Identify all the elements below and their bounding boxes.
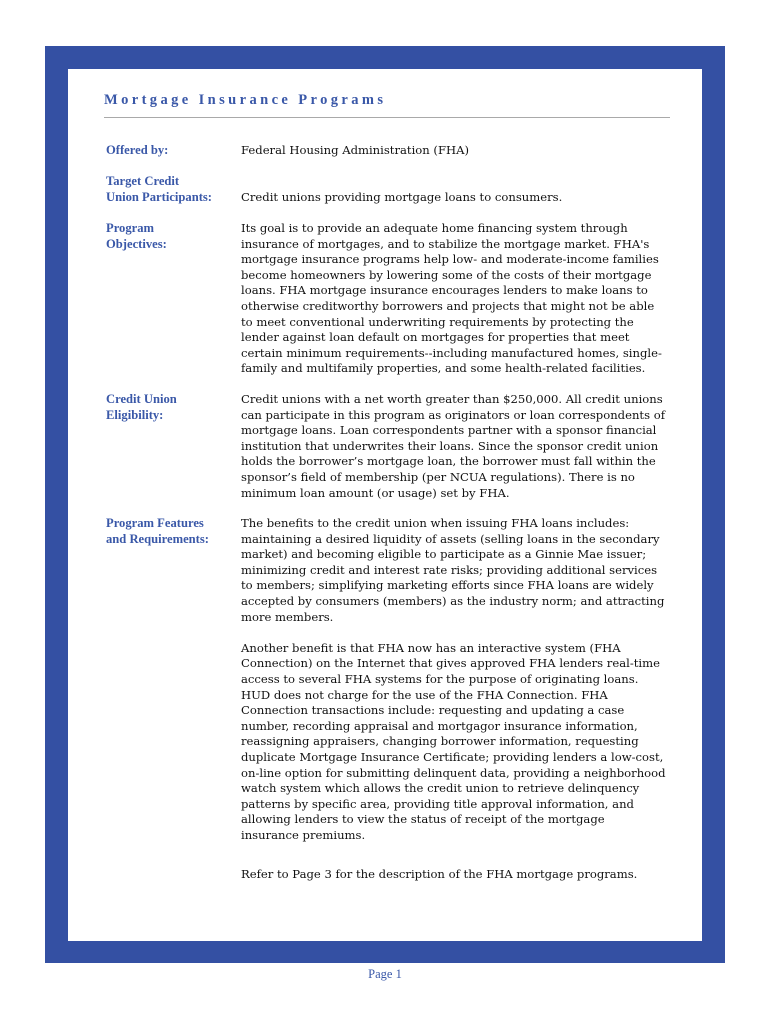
- section-label: Credit Union Eligibility:: [106, 392, 177, 422]
- section-body: [241, 392, 666, 501]
- section-body: [241, 516, 666, 882]
- section-body: [241, 190, 666, 206]
- document-title: Mortgage Insurance Programs: [104, 92, 387, 108]
- section-paragraph: Credit unions with a net worth greater than $250,000. All credit unions can participate in this program as originators or loan correspondents of mortgage loans. Loan correspondents partner with a sponsor financial institution that underwrites their loans. Since the sponsor credit union holds the borrower’s mortgage loan, the borrower must fall within the sponsor’s field of membership (per NCUA regulations). There is no minimum loan amount (or usage) set by FHA.: [241, 392, 665, 500]
- section-label: Program Features and Requirements:: [106, 516, 209, 546]
- page-number: Page 1: [368, 967, 402, 981]
- section-label: Program Objectives:: [106, 221, 167, 251]
- section-paragraph: Its goal is to provide an adequate home financing system through insurance of mortgages, and to stabilize the mortgage market. FHA's mortgage insurance programs help low- and moderate-income families become homeowners by lowering some of the costs of their mortgage loans. FHA mortgage insurance encourages lenders to make loans to otherwise creditworthy borrowers and projects that might not be able to meet conventional underwriting requirements by protecting the lender against loan default on mortgages for properties that meet certain minimum requirements--including manufactured homes, single-family and multifamily properties, and some health-related facilities.: [241, 221, 662, 376]
- section-paragraph: The benefits to the credit union when issuing FHA loans includes: maintaining a desired liquidity of assets (selling loans in the secondary market) and becoming eligible to participate as a Ginnie Mae issuer; minimizing credit and interest rate risks; providing additional services to members; simplifying marketing efforts since FHA loans are widely accepted by consumers (members) as the industry norm; and attracting more members.: [241, 516, 665, 624]
- section-body: [241, 143, 666, 159]
- section-paragraph: Refer to Page 3 for the description of the FHA mortgage programs.: [241, 866, 638, 881]
- section-paragraph: Another benefit is that FHA now has an interactive system (FHA Connection) on the Internet that gives approved FHA lenders real-time access to several FHA systems for the purpose of originating loans. HUD does not charge for the use of the FHA Connection. FHA Connection transactions include: requesting and updating a case number, recording appraisal and mortgagor insurance information, reassigning appraisers, changing borrower information, requesting duplicate Mortgage Insurance Certificate; providing lenders a low-cost, on-line option for submitting delinquent data, providing a neighborhood watch system which allows the credit union to retrieve delinquency patterns by specific area, providing title approval information, and allowing lenders to view the status of receipt of the mortgage insurance premiums.: [241, 640, 666, 842]
- section-label: Target Credit Union Participants:: [106, 174, 213, 204]
- title-divider: [104, 117, 670, 118]
- section-paragraph: Federal Housing Administration (FHA): [241, 143, 469, 157]
- section-paragraph: Credit unions providing mortgage loans to consumers.: [241, 189, 563, 204]
- section-body: [241, 221, 666, 377]
- section-label: Offered by:: [106, 143, 169, 157]
